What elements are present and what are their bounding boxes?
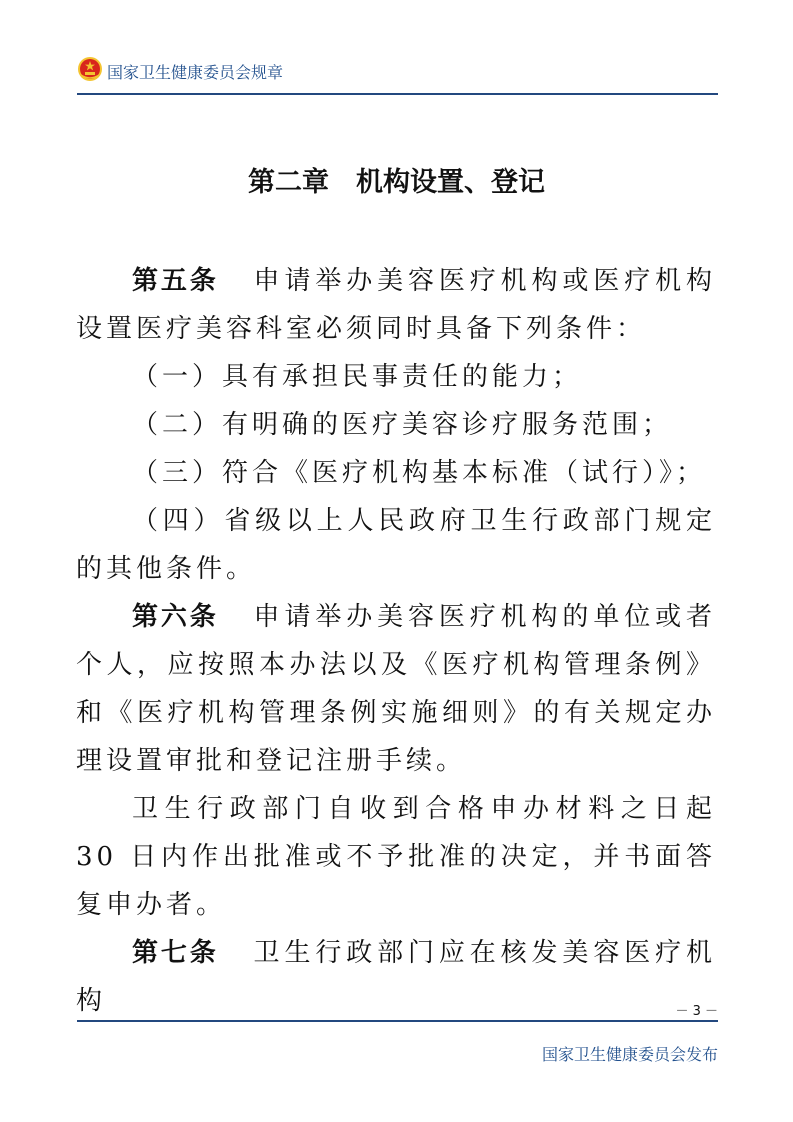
article-5 xyxy=(76,257,716,353)
list-item: （四）省级以上人民政府卫生行政部门规定的其他条件。 xyxy=(76,506,716,584)
list-item: （三）符合《医疗机构基本标准（试行）》； xyxy=(132,458,707,488)
chapter-title: 第二章 机构设置、登记 xyxy=(248,167,545,198)
footer-divider xyxy=(77,1020,718,1022)
article-6 xyxy=(76,593,716,785)
page-number: － 3 － xyxy=(675,1004,718,1019)
header-title: 国家卫生健康委员会规章 xyxy=(107,63,284,82)
document-body xyxy=(76,257,716,1025)
article-6-text: 申请举办美容医疗机构的单位或者个人，应按照本办法以及《医疗机构管理条例》和《医疗机构管理条例实施细则》的有关规定办理设置审批和登记注册手续。 xyxy=(76,602,716,776)
article-7-text: 卫生行政部门应在核发美容医疗机构 xyxy=(76,938,716,1016)
article-6-paragraph-2: 卫生行政部门自收到合格申办材料之日起 30 日内作出批准或不予批准的决定，并书面答复申办者。 xyxy=(76,794,716,920)
national-emblem-icon xyxy=(77,56,103,82)
article-7 xyxy=(76,929,716,1025)
article-5-label: 第五条 xyxy=(132,266,219,296)
page-header xyxy=(77,56,718,86)
list-item: （一）具有承担民事责任的能力； xyxy=(132,362,583,392)
article-5-text: 申请举办美容医疗机构或医疗机构设置医疗美容科室必须同时具备下列条件： xyxy=(76,266,716,344)
header-divider xyxy=(77,93,718,95)
footer-publisher: 国家卫生健康委员会发布 xyxy=(541,1045,718,1064)
list-item: （二）有明确的医疗美容诊疗服务范围； xyxy=(132,410,673,440)
article-7-label: 第七条 xyxy=(132,938,219,968)
article-6-label: 第六条 xyxy=(132,602,219,632)
